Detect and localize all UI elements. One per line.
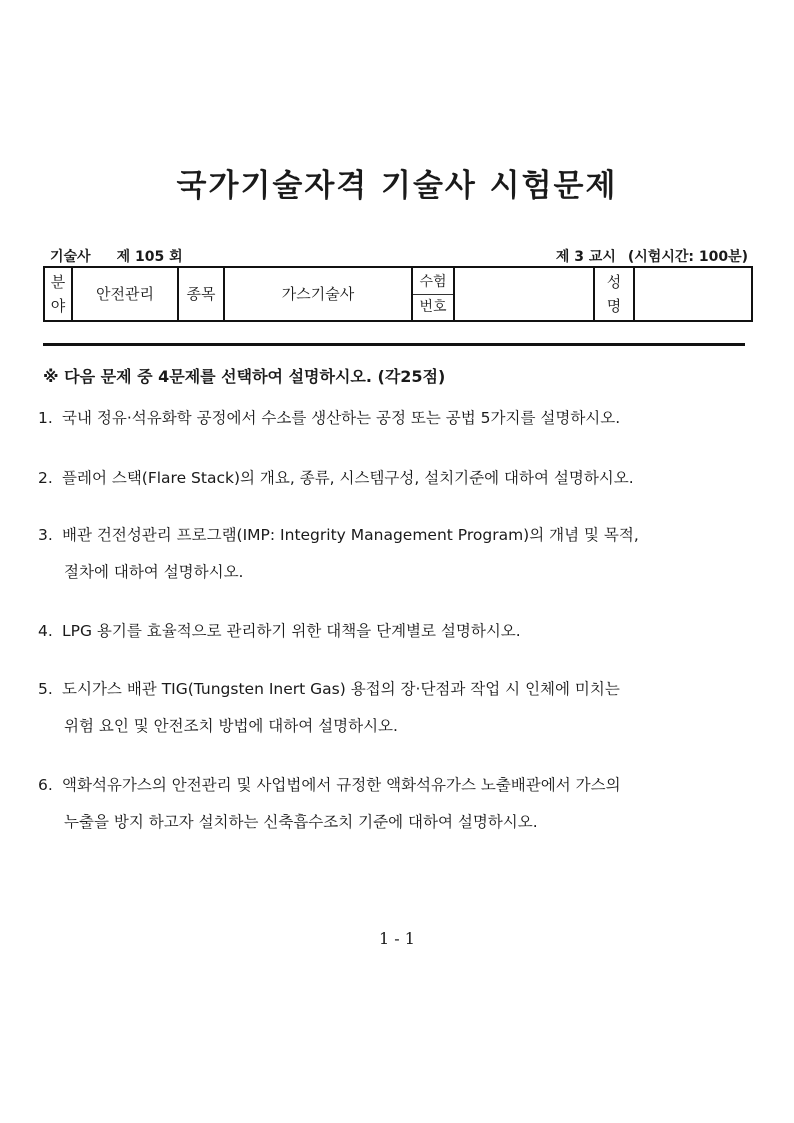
item-label: 종목 bbox=[178, 267, 224, 321]
question-number: 5. bbox=[38, 680, 53, 698]
question-text: 국내 정유·석유화학 공정에서 수소를 생산하는 공정 또는 공법 5가지를 설명하시오. bbox=[62, 409, 621, 427]
question-text: 액화석유가스의 안전관리 및 사업법에서 규정한 액화석유가스 노출배관에서 가스의 bbox=[62, 776, 621, 794]
exam-session: 제 3 교시 bbox=[555, 249, 616, 265]
name-label-top: 성 bbox=[606, 273, 622, 291]
question-text-continued: 절차에 대하여 설명하시오. bbox=[64, 563, 244, 581]
exam-round: 제 105 회 bbox=[116, 249, 183, 265]
exam-number-label-bottom: 번호 bbox=[413, 294, 453, 319]
name-label-cell bbox=[594, 267, 634, 321]
question-text-continued: 위험 요인 및 안전조치 방법에 대하여 설명하시오. bbox=[64, 717, 398, 735]
instruction-text: ※ 다음 문제 중 4문제를 선택하여 설명하시오. (각25점) bbox=[43, 367, 446, 386]
exam-number-label-top: 수험 bbox=[419, 273, 447, 290]
question-text: 배관 건전성관리 프로그램(IMP: Integrity Management Program)의 개념 및 목적, bbox=[62, 526, 639, 544]
question-number: 1. bbox=[38, 409, 53, 427]
field-label-top: 분 bbox=[50, 273, 66, 291]
page-number: 1 - 1 bbox=[379, 929, 415, 948]
question-number: 2. bbox=[38, 469, 53, 487]
item-value: 가스기술사 bbox=[224, 267, 412, 321]
question-text: LPG 용기를 효율적으로 관리하기 위한 대책을 단계별로 설명하시오. bbox=[62, 622, 521, 640]
question-3 bbox=[38, 517, 746, 591]
name-field[interactable] bbox=[634, 267, 752, 321]
question-text-continued: 누출을 방지 하고자 설치하는 신축흡수조치 기준에 대하여 설명하시오. bbox=[64, 813, 538, 831]
question-text: 도시가스 배관 TIG(Tungsten Inert Gas) 용접의 장·단점과 작업 시 인체에 미치는 bbox=[62, 680, 620, 698]
exam-info-table bbox=[43, 266, 753, 322]
header-divider bbox=[43, 343, 745, 346]
exam-title: 국가기술자격 기술사 시험문제 bbox=[176, 168, 618, 204]
question-5 bbox=[38, 671, 746, 745]
exam-meta-right bbox=[556, 246, 748, 266]
name-label-bottom: 명 bbox=[606, 297, 622, 315]
question-number: 6. bbox=[38, 776, 53, 794]
question-6 bbox=[38, 767, 746, 841]
exam-number-field[interactable] bbox=[454, 267, 594, 321]
exam-duration: (시험시간: 100분) bbox=[627, 249, 748, 265]
field-label-cell bbox=[44, 267, 72, 321]
field-label-bottom: 야 bbox=[50, 297, 66, 315]
question-number: 3. bbox=[38, 526, 53, 544]
question-number: 4. bbox=[38, 622, 53, 640]
exam-category: 기술사 bbox=[50, 249, 91, 265]
question-1 bbox=[38, 400, 746, 437]
question-text: 플레어 스택(Flare Stack)의 개요, 종류, 시스템구성, 설치기준에 대하여 설명하시오. bbox=[62, 469, 634, 487]
exam-number-label-cell bbox=[412, 267, 454, 321]
exam-meta-left bbox=[50, 246, 183, 266]
question-2 bbox=[38, 460, 746, 497]
field-value: 안전관리 bbox=[72, 267, 178, 321]
question-4 bbox=[38, 613, 746, 650]
